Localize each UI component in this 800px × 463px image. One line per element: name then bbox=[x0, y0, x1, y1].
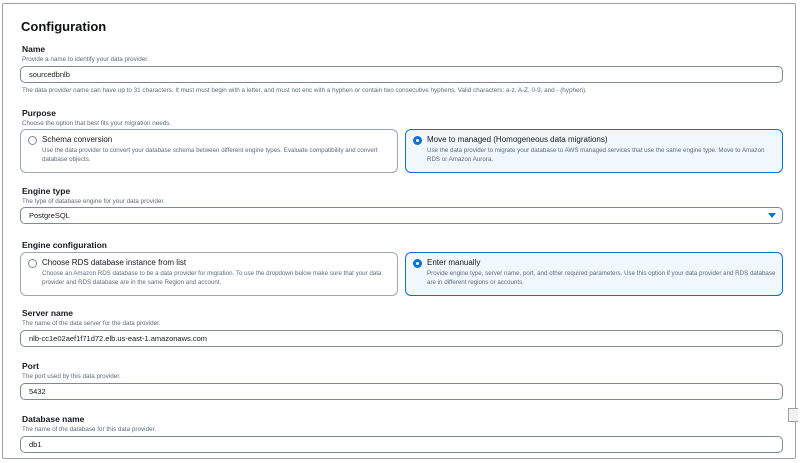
purpose-option-description: Use the data provider to migrate your database to AWS managed services that use the same engine type. Move to Amazon RDS or Amazon Aurora. bbox=[427, 147, 765, 163]
engine-type-select[interactable] bbox=[20, 207, 783, 224]
name-constraint: The data provider name can have up to 31 characters. It must must begin with a letter, and must not enc with a hyphen or contain two consecutive hyphens. Valid characters: a-z, A-Z, 0-9, and - (hyphen). bbox=[22, 87, 587, 94]
engine-config-option-title: Enter manually bbox=[427, 258, 481, 267]
configuration-panel bbox=[2, 3, 796, 459]
engine-config-option-description: Choose an Amazon RDS database to be a data provider for migration. To use the dropdown below make sure that your data provider and RDS database are in the same Region and account. bbox=[42, 270, 382, 286]
broken-image-icon bbox=[788, 408, 798, 422]
radio-icon[interactable] bbox=[28, 136, 37, 145]
server-name-input[interactable]: nlb-cc1e02aef1f71d72.elb.us-east-1.amazonaws.com bbox=[20, 330, 783, 347]
purpose-option-title: Move to managed (Homogeneous data migrations) bbox=[427, 135, 608, 144]
engine-config-choose-rds-tile[interactable] bbox=[20, 252, 398, 296]
engine-type-description: The type of database engine for your data provider. bbox=[22, 198, 165, 205]
radio-selected-icon[interactable] bbox=[413, 136, 422, 145]
purpose-option-title: Schema conversion bbox=[42, 135, 113, 144]
port-input[interactable]: 5432 bbox=[20, 383, 783, 400]
purpose-option-description: Use the data provider to convert your database schema between different engine types. Evaluate compatibility and convert database objects. bbox=[42, 147, 378, 163]
database-name-label: Database name bbox=[22, 414, 85, 424]
engine-config-enter-manually-tile[interactable] bbox=[405, 252, 783, 296]
port-description: The port used by this data provider. bbox=[22, 373, 121, 380]
database-name-description: The name of the database for this data provider. bbox=[22, 426, 157, 433]
port-label: Port bbox=[22, 361, 39, 371]
name-description: Provide a name to identify your data provider. bbox=[22, 56, 149, 63]
caret-down-icon[interactable] bbox=[768, 213, 776, 218]
name-label: Name bbox=[22, 44, 46, 54]
section-title: Configuration bbox=[21, 19, 107, 34]
name-input[interactable]: sourcedbnlb bbox=[20, 66, 783, 83]
server-name-label: Server name bbox=[22, 308, 74, 318]
purpose-label: Purpose bbox=[22, 108, 57, 118]
engine-type-value: PostgreSQL bbox=[29, 211, 70, 220]
engine-config-option-title: Choose RDS database instance from list bbox=[42, 258, 187, 267]
purpose-move-to-managed-tile[interactable] bbox=[405, 129, 783, 173]
engine-type-label: Engine type bbox=[22, 186, 71, 196]
radio-selected-icon[interactable] bbox=[413, 259, 422, 268]
radio-icon[interactable] bbox=[28, 259, 37, 268]
purpose-description: Choose the option that best fits your migration needs. bbox=[22, 120, 172, 127]
purpose-schema-conversion-tile[interactable] bbox=[20, 129, 398, 173]
server-name-description: The name of the data server for the data provider. bbox=[22, 320, 161, 327]
engine-config-option-description: Provide engine type, server name, port, and other required parameters. Use this option if your data provider and RDS database are in different regions or accounts. bbox=[427, 270, 776, 286]
engine-configuration-label: Engine configuration bbox=[22, 240, 107, 250]
database-name-input[interactable]: db1 bbox=[20, 436, 783, 453]
